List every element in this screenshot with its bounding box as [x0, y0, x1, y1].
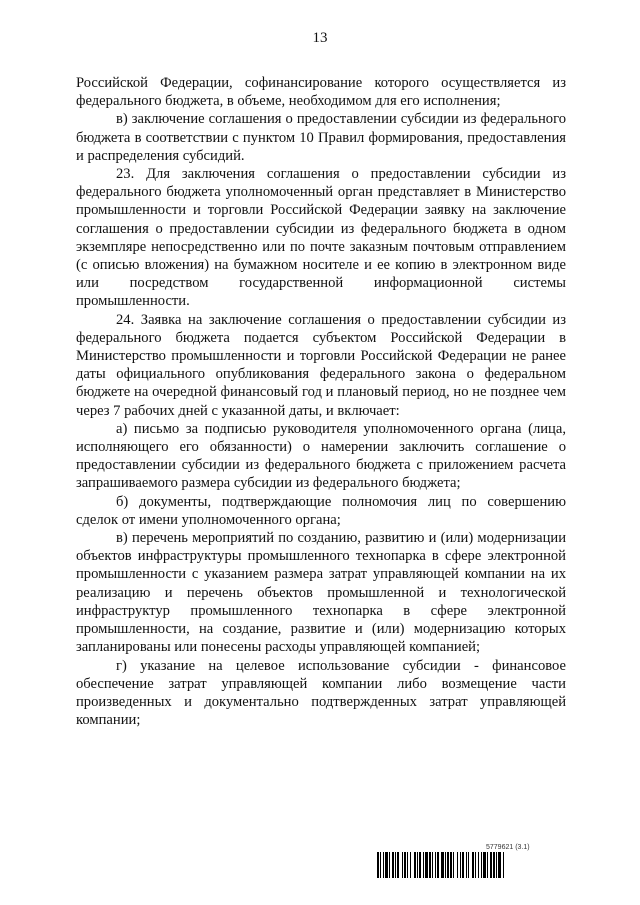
paragraph-continuation: Российской Федерации, софинансирование которого осуществляется из федерального бюджета, в объеме, необходимом для его исполнения; [76, 75, 566, 110]
page-number: 13 [312, 30, 328, 46]
barcode-icon [377, 852, 599, 878]
document-code: 5779621 (3.1) [486, 844, 530, 851]
paragraph-24: 24. Заявка на заключение соглашения о предоставлении субсидии из федерального бюджета подается субъектом Российской Федерации в Министерство промышленности и торговли Российской Федерации не ранее даты официального опубликования федерального закона о федеральном бюджете на очередной финансовый год и плановый период, но не позднее чем через 7 рабочих дней с указанной даты, и включает: [76, 311, 566, 419]
paragraph-23: 23. Для заключения соглашения о предоставлении субсидии из федерального бюджета уполномоченный орган представляет в Министерство промышленности и торговли Российской Федерации заявку на заключение соглашения о предоставлении субсидии из федерального бюджета в одном экземпляре непосредственно или по почте заказным почтовым отправлением (с описью вложения) на бумажном носителе и ее копию в электронном виде или посредством государственной информационной системы промышленности. [76, 166, 566, 310]
paragraph-item-g: г) указание на целевое использование субсидии - финансовое обеспечение затрат управляющей компании либо возмещение части произведенных и документально подтвержденных затрат управляющей компании; [76, 657, 566, 729]
document-body [76, 74, 566, 729]
paragraph-item-a: а) письмо за подписью руководителя уполномоченного органа (лица, исполняющего его обязанности) о намерении заключить соглашение о предоставлении субсидии из федерального бюджета с приложением расчета запрашиваемого размера субсидии из федерального бюджета; [76, 420, 566, 492]
paragraph-item-v-2: в) перечень мероприятий по созданию, развитию и (или) модернизации объектов инфраструктуры промышленного технопарка в сфере электронной промышленности с указанием размера затрат управляющей компании на их реализацию и перечень объектов промышленной и технологической инфраструктур промышленного технопарка в сфере электронной промышленности, на создание, развитие и (или) модернизацию которых запланированы или понесены расходы управляющей компанией; [76, 530, 566, 656]
paragraph-item-b: б) документы, подтверждающие полномочия лиц по совершению сделок от имени уполномоченного органа; [76, 493, 566, 528]
paragraph-item-v-1: в) заключение соглашения о предоставлении субсидии из федерального бюджета в соответствии с пунктом 10 Правил формирования, предоставления и распределения субсидий. [76, 111, 566, 164]
